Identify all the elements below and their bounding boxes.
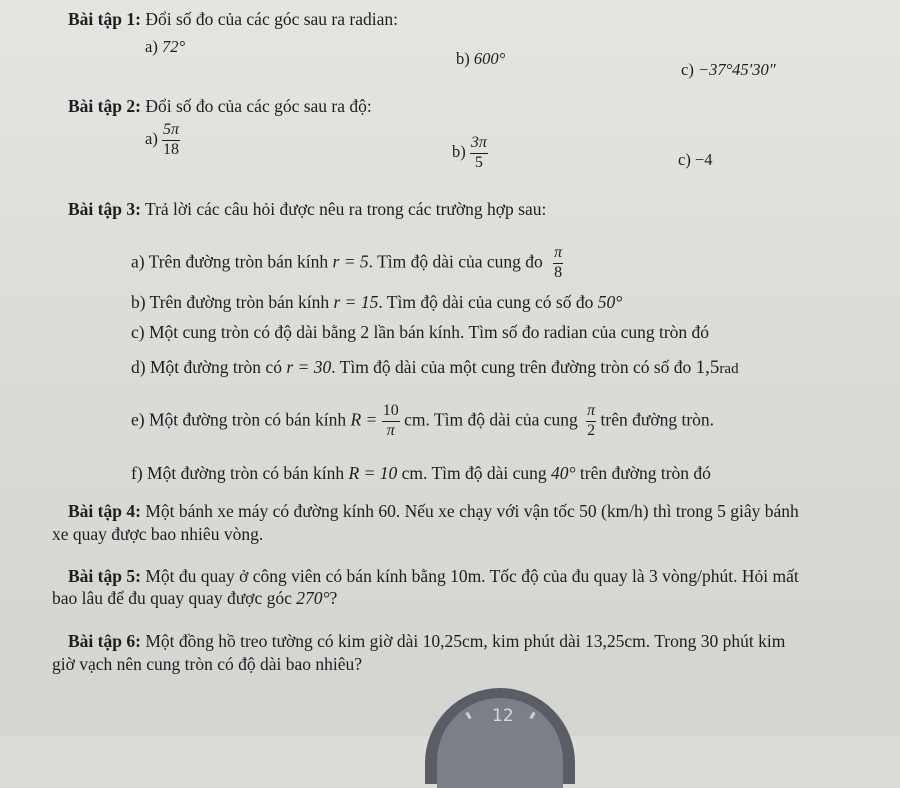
ex3-heading xyxy=(68,201,546,219)
ex3-a-numerator: π xyxy=(553,245,563,264)
ex2-heading xyxy=(68,98,372,116)
ex5-line2 xyxy=(52,590,337,608)
ex3-text: Trả lời các câu hỏi được nêu ra trong các trường hợp sau: xyxy=(145,199,547,219)
ex3-a-radius: r = 5 xyxy=(332,251,369,272)
ex2-item-b xyxy=(452,135,488,172)
ex2-a-numerator: 5π xyxy=(162,122,180,141)
ex3-item-e xyxy=(131,403,714,440)
ex3-item-d xyxy=(131,358,739,377)
ex3-a-question: . Tìm độ dài của cung đo xyxy=(368,251,543,272)
ex3-a-fraction xyxy=(553,245,563,282)
ex1-c-value: −37°45′30″ xyxy=(697,60,776,79)
ex1-text: Đổi số đo của các góc sau ra radian: xyxy=(145,9,398,29)
ex4-line1 xyxy=(68,503,799,521)
ex1-item-b xyxy=(456,51,505,68)
ex3-d-unit: rad xyxy=(719,361,739,377)
ex3-e-numerator: 10 xyxy=(382,403,400,422)
clock-tick xyxy=(529,712,535,720)
ex3-f-radius: R = 10 xyxy=(348,463,398,483)
ex3-d-question: . Tìm độ dài của một cung trên đường tròn có số đo xyxy=(331,357,692,377)
ex3-d-radius: r = 30 xyxy=(286,357,332,377)
ex3-e-denominator: π xyxy=(386,421,395,439)
ex3-a-text: a) Trên đường tròn bán kính xyxy=(131,251,329,272)
ex1-title: Bài tập 1: xyxy=(68,9,141,29)
ex1-b-label: b) xyxy=(456,49,470,68)
ex3-item-c: c) Một cung tròn có độ dài bằng 2 lần bán kính. Tìm số đo radian của cung tròn đó xyxy=(131,322,710,342)
ex6-text: Một đồng hồ treo tường có kim giờ dài 10,25cm, kim phút dài 13,25cm. Trong 30 phút kim xyxy=(145,631,786,651)
ex2-b-denominator: 5 xyxy=(474,153,483,171)
wall-clock-image xyxy=(425,688,575,784)
ex2-b-numerator: 3π xyxy=(470,135,488,154)
ex2-item-a xyxy=(145,122,180,159)
ex4-title: Bài tập 4: xyxy=(68,501,141,521)
ex2-c-value: −4 xyxy=(694,150,713,169)
ex3-d-value: 1,5 xyxy=(695,357,720,378)
ex3-b-text: b) Trên đường tròn bán kính xyxy=(131,292,330,312)
clock-tick xyxy=(465,712,471,720)
ex3-item-b xyxy=(131,294,622,312)
ex1-a-label: a) xyxy=(145,37,158,56)
ex5-text: Một đu quay ở công viên có bán kính bằng 10m. Tốc độ của đu quay là 3 vòng/phút. Hỏi mất xyxy=(145,566,799,586)
clock-numeral-12: 12 xyxy=(492,706,514,726)
ex5-question-mark: ? xyxy=(329,588,338,608)
ex3-f-text: f) Một đường tròn có bán kính xyxy=(131,463,345,483)
ex5-degree: 270° xyxy=(296,588,330,608)
ex1-c-label: c) xyxy=(681,60,694,79)
ex2-b-label: b) xyxy=(452,142,466,162)
ex5-line1 xyxy=(68,568,799,586)
ex6-title: Bài tập 6: xyxy=(68,631,141,651)
ex3-f-degree: 40° xyxy=(551,463,576,483)
ex3-e-arc-numerator: π xyxy=(586,403,596,422)
ex3-item-f xyxy=(131,465,711,483)
clock-face xyxy=(437,698,563,788)
ex3-b-radius: r = 15 xyxy=(333,292,379,312)
ex3-e-radius-fraction xyxy=(382,403,400,440)
ex1-a-value: 72° xyxy=(161,37,186,56)
ex3-f-tail: trên đường tròn đó xyxy=(579,463,711,483)
ex3-b-degree: 50° xyxy=(597,292,623,312)
ex2-a-label: a) xyxy=(145,129,158,149)
ex4-line2: xe quay được bao nhiêu vòng. xyxy=(52,524,264,544)
ex1-b-value: 600° xyxy=(473,49,506,68)
ex2-b-fraction xyxy=(470,135,488,172)
ex3-e-radius-label: R = xyxy=(350,409,378,430)
ex6-line1 xyxy=(68,633,785,651)
ex3-a-denominator: 8 xyxy=(554,263,563,281)
ex2-title: Bài tập 2: xyxy=(68,96,141,116)
ex2-text: Đổi số đo của các góc sau ra độ: xyxy=(145,96,372,116)
ex5-title: Bài tập 5: xyxy=(68,566,141,586)
ex3-e-arc-fraction xyxy=(586,403,596,440)
ex3-d-text: d) Một đường tròn có xyxy=(131,357,282,377)
ex3-item-a xyxy=(131,245,563,282)
ex1-heading xyxy=(68,11,398,29)
ex1-item-c xyxy=(681,62,776,79)
ex3-e-tail: trên đường tròn. xyxy=(600,409,715,430)
ex5-question: bao lâu để đu quay quay được góc xyxy=(52,588,292,608)
ex3-b-question: . Tìm độ dài của cung có số đo xyxy=(378,292,594,312)
ex2-item-c xyxy=(678,152,713,169)
ex2-a-fraction xyxy=(162,122,180,159)
ex6-line2: giờ vạch nên cung tròn có độ dài bao nhiêu? xyxy=(52,654,363,674)
ex3-e-arc-denominator: 2 xyxy=(587,421,596,439)
ex3-e-text: e) Một đường tròn có bán kính xyxy=(131,409,347,430)
ex1-item-a xyxy=(145,39,185,56)
ex2-a-denominator: 18 xyxy=(162,140,179,158)
ex4-text: Một bánh xe máy có đường kính 60. Nếu xe chạy với vận tốc 50 (km/h) thì trong 5 giây bánh xyxy=(145,501,799,521)
ex2-c-label: c) xyxy=(678,150,691,169)
ex3-f-question: cm. Tìm độ dài cung xyxy=(401,463,547,483)
ex3-title: Bài tập 3: xyxy=(68,199,141,219)
ex3-e-question: cm. Tìm độ dài của cung xyxy=(404,409,578,430)
